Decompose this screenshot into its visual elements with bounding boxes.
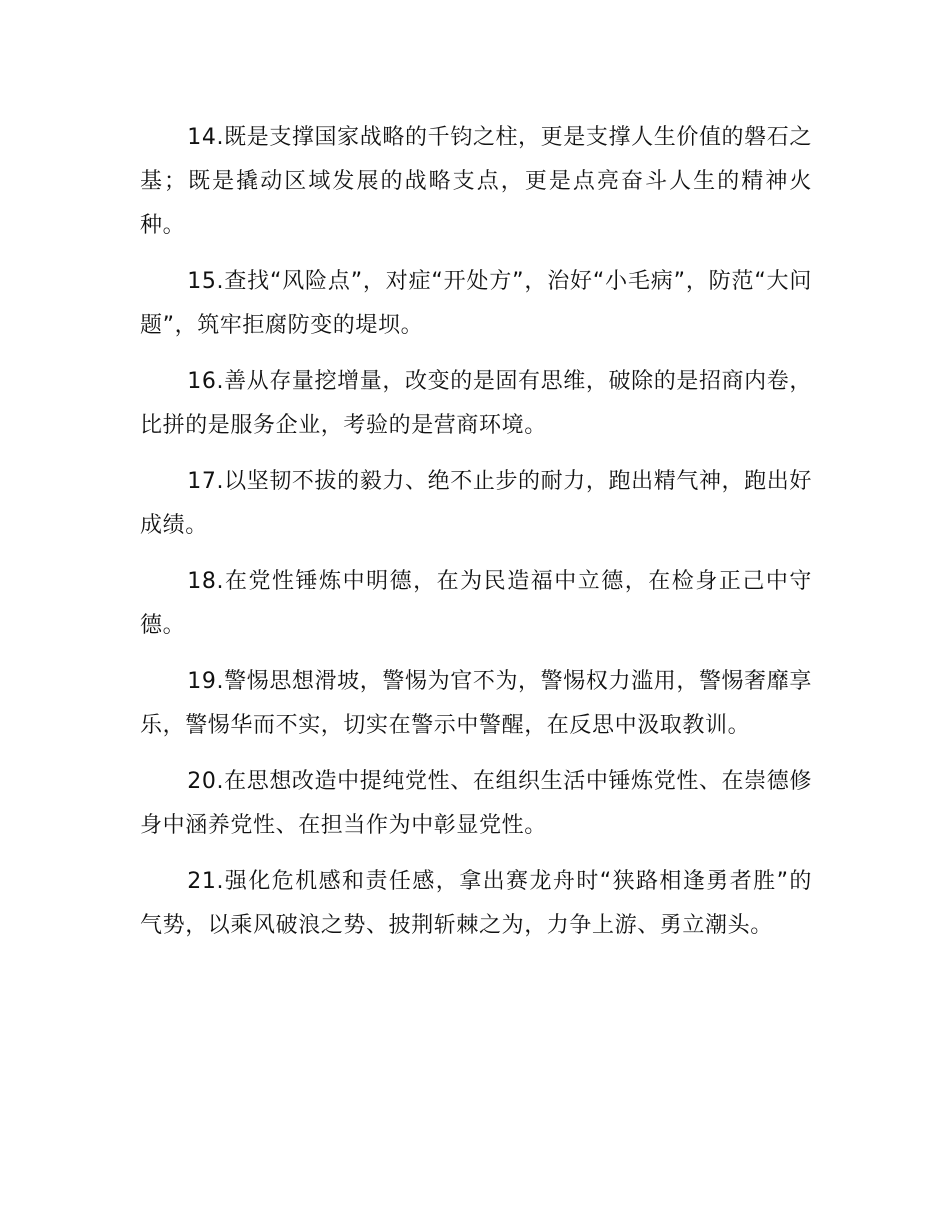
paragraph-16: 16.善从存量挖增量，改变的是固有思维，破除的是招商内卷，比拼的是服务企业，考验的是营商环境。 — [140, 369, 812, 438]
paragraph-19: 19.警惕思想滑坡，警惕为官不为，警惕权力滥用，警惕奢靡享乐，警惕华而不实，切实在警示中警醒，在反思中汲取教训。 — [140, 669, 812, 738]
document-body — [140, 116, 812, 960]
paragraph-15: 15.查找“风险点”，对症“开处方”，治好“小毛病”，防范“大问题”，筑牢拒腐防变的堤坝。 — [140, 269, 812, 338]
paragraph-17: 17.以坚韧不拔的毅力、绝不止步的耐力，跑出精气神，跑出好成绩。 — [140, 469, 812, 538]
paragraph-18: 18.在党性锤炼中明德，在为民造福中立德，在检身正己中守德。 — [140, 569, 812, 638]
paragraph-14: 14.既是支撑国家战略的千钧之柱，更是支撑人生价值的磐石之基；既是撬动区域发展的战略支点，更是点亮奋斗人生的精神火种。 — [140, 125, 812, 238]
paragraph-21: 21.强化危机感和责任感，拿出赛龙舟时“狭路相逢勇者胜”的气势，以乘风破浪之势、披荆斩棘之为，力争上游、勇立潮头。 — [140, 869, 812, 938]
paragraph-20: 20.在思想改造中提纯党性、在组织生活中锤炼党性、在崇德修身中涵养党性、在担当作为中彰显党性。 — [140, 769, 812, 838]
